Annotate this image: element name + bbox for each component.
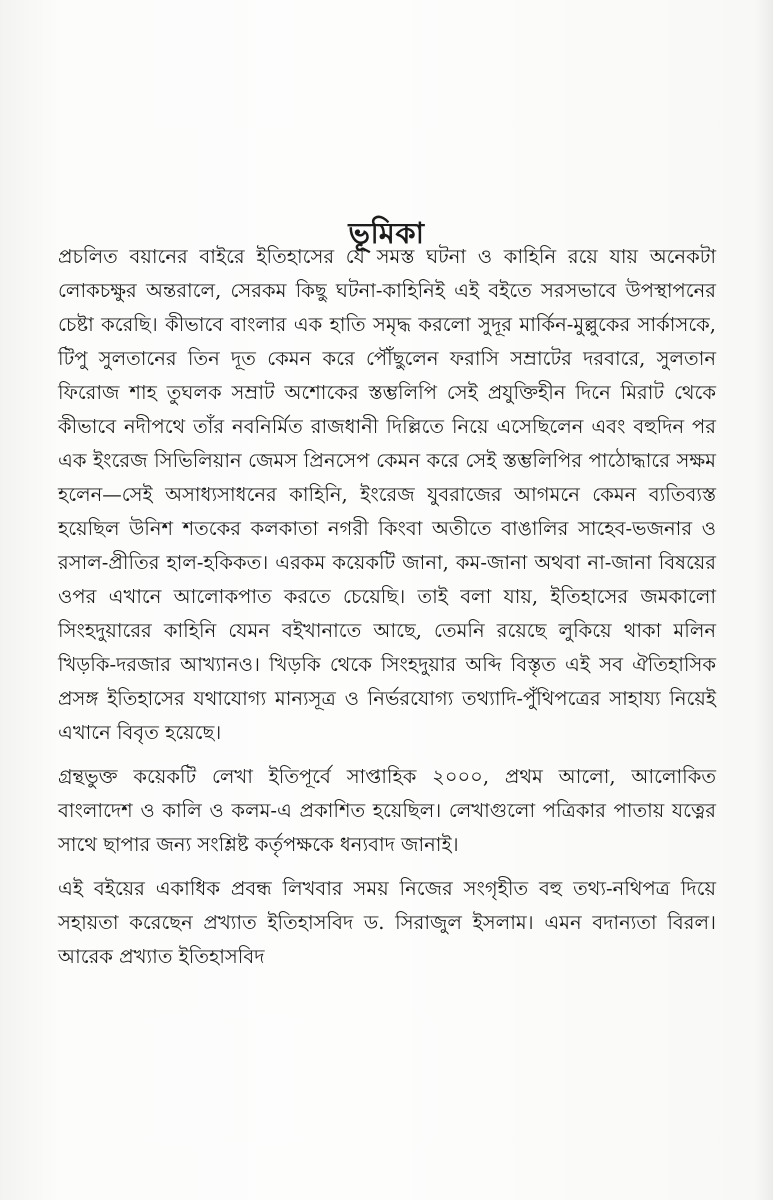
paragraph-1: প্রচলিত বয়ানের বাইরে ইতিহাসের যে সমস্ত ঘটনা ও কাহিনি রয়ে যায় অনেকটা লোকচক্ষুর অন্তরালে, সেরকম কিছু ঘটনা-কাহিনিই এই বইতে সরসভাবে উপস্থাপনের চেষ্টা করেছি। কীভাবে বাংলার এক হাতি সমৃদ্ধ করলো সুদূর মার্কিন-মুল্লুকের সার্কাসকে, টিপু সুলতানের তিন দূত কেমন করে পৌঁছুলেন ফরাসি সম্রাটের দরবারে, সুলতান ফিরোজ শাহ তুঘলক সম্রাট অশোকের স্তম্ভলিপি সেই প্রযুক্তিহীন দিনে মিরাট থেকে কীভাবে নদীপথে তাঁর নবনির্মিত রাজধানী দিল্লিতে নিয়ে এসেছিলেন এবং বহুদিন পর এক ইংরেজ সিভিলিয়ান জেমস প্রিনসেপ কেমন করে সেই স্তম্ভলিপির পাঠোদ্ধারে সক্ষম হলেন—সেই অসাধ্যসাধনের কাহিনি, ইংরেজ যুবরাজের আগমনে কেমন ব্যতিব্যস্ত হয়েছিল উনিশ শতকের কলকাতা নগরী কিংবা অতীতে বাঙালির সাহেব-ভজনার ও রসাল-প্রীতির হাল-হকিকত। এরকম কয়েকটি জানা, কম-জানা অথবা না-জানা বিষয়ের ওপর এখানে আলোকপাত করতে চেয়েছি। তাই বলা যায়, ইতিহাসের জমকালো সিংহদুয়ারের কাহিনি যেমন বইখানাতে আছে, তেমনি রয়েছে লুকিয়ে থাকা মলিন খিড়কি-দরজার আখ্যানও। খিড়কি থেকে সিংহদুয়ার অব্দি বিস্তৃত এই সব ঐতিহাসিক প্রসঙ্গ ইতিহাসের যথাযোগ্য মান্যসূত্র ও নির্ভরযোগ্য তথ্যাদি-পুঁথিপত্রের সাহায্য নিয়েই এখানে বিবৃত হয়েছে। [58, 245, 716, 744]
page-title: ভূমিকা [348, 216, 425, 251]
paragraph-2: গ্রন্থভুক্ত কয়েকটি লেখা ইতিপূর্বে সাপ্তাহিক ২০০০, প্রথম আলো, আলোকিত বাংলাদেশ ও কালি ও কলম-এ প্রকাশিত হয়েছিল। লেখাগুলো পত্রিকার পাতায় যত্নের সাথে ছাপার জন্য সংশ্লিষ্ট কর্তৃপক্ষকে ধন্যবাদ জানাই। [58, 765, 716, 856]
page-edge-shadow [755, 0, 773, 1200]
paragraph-3: এই বইয়ের একাধিক প্রবন্ধ লিখবার সময় নিজের সংগৃহীত বহু তথ্য-নথিপত্র দিয়ে সহায়তা করেছেন প্রখ্যাত ইতিহাসবিদ ড. সিরাজুল ইসলাম। এমন বদান্যতা বিরল। আরেক প্রখ্যাত ইতিহাসবিদ [58, 877, 716, 968]
page-body [58, 240, 716, 974]
